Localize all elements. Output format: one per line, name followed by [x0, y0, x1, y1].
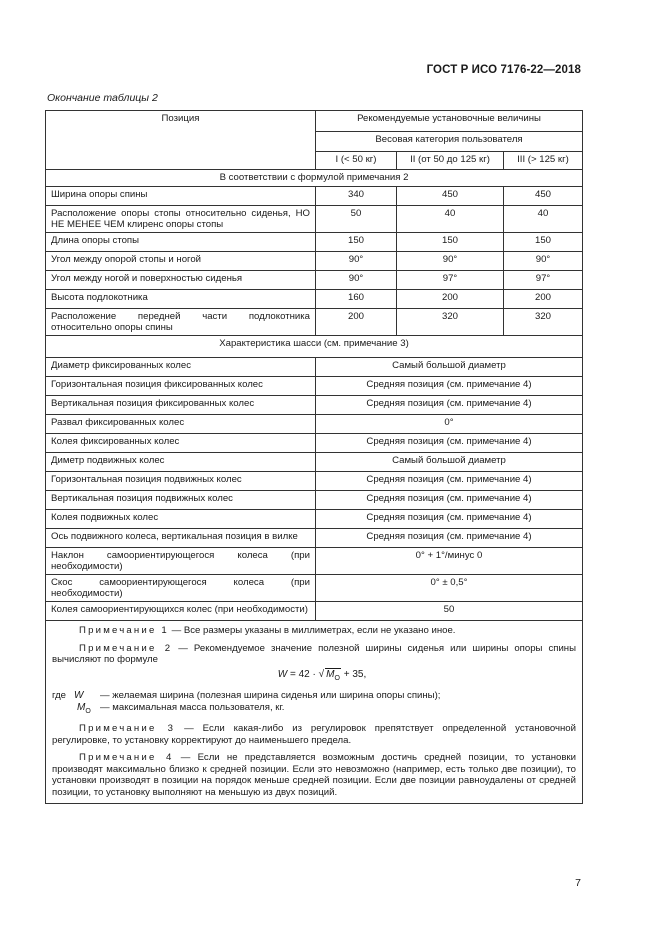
- row-value-v1: 160: [316, 290, 397, 309]
- row-value: Самый большой диаметр: [316, 453, 583, 472]
- row-label: Вертикальная позиция подвижных колес: [46, 491, 316, 510]
- formula-sub: O: [334, 674, 340, 682]
- row-value-v2: 150: [397, 233, 504, 252]
- row-value-v1: 340: [316, 187, 397, 206]
- row-label: Расположение передней части подлокотника относительно опоры спины: [46, 309, 316, 336]
- row-value: Средняя позиция (см. примечание 4): [316, 510, 583, 529]
- section-title-row: [46, 336, 583, 358]
- row-value: 50: [316, 602, 583, 621]
- row-value-v1: 90°: [316, 252, 397, 271]
- row-value: Средняя позиция (см. примечание 4): [316, 377, 583, 396]
- table-row: [46, 358, 583, 377]
- row-value: Средняя позиция (см. примечание 4): [316, 434, 583, 453]
- settings-table: [45, 110, 583, 804]
- row-value-v3: 150: [504, 233, 583, 252]
- note-3: [52, 723, 576, 746]
- row-value-v3: 90°: [504, 252, 583, 271]
- table-row: [46, 529, 583, 548]
- row-value-v1: 50: [316, 206, 397, 233]
- table-row: [46, 187, 583, 206]
- row-label: Наклон самоориентирующегося колеса (при необходимости): [46, 548, 316, 575]
- table-row: [46, 233, 583, 252]
- where-m: [52, 702, 576, 718]
- note-3-label: Примечание 3: [79, 723, 176, 735]
- table-row: [46, 309, 583, 336]
- where-m-sub: O: [85, 707, 91, 715]
- note-2-text: — Рекомендуемое значение полезной ширины сиденья или ширины опоры спины вычисляют по формуле: [52, 642, 576, 665]
- row-label: Колея самоориентирующихся колес (при необходимости): [46, 602, 316, 621]
- note-2: [52, 643, 576, 666]
- table-row: [46, 377, 583, 396]
- row-value-v2: 97°: [397, 271, 504, 290]
- row-value-v3: 40: [504, 206, 583, 233]
- row-value-v2: 200: [397, 290, 504, 309]
- row-label: Скос самоориентирующегося колеса (при необходимости): [46, 575, 316, 602]
- row-label: Вертикальная позиция фиксированных колес: [46, 396, 316, 415]
- header-row: [46, 111, 583, 132]
- table-caption: Окончание таблицы 2: [47, 92, 158, 104]
- row-label: Ось подвижного колеса, вертикальная позиция в вилке: [46, 529, 316, 548]
- formula-radicand: [325, 668, 341, 684]
- row-label: Длина опоры стопы: [46, 233, 316, 252]
- document-code: ГОСТ Р ИСО 7176-22—2018: [426, 64, 581, 76]
- table-row: [46, 396, 583, 415]
- table-row: [46, 510, 583, 529]
- where-m-key: [52, 702, 100, 718]
- row-value: Средняя позиция (см. примечание 4): [316, 529, 583, 548]
- formula-var: M: [326, 668, 335, 680]
- row-label: Горизонтальная позиция подвижных колес: [46, 472, 316, 491]
- header-cat2: II (от 50 до 125 кг): [397, 152, 504, 170]
- note-4-label: Примечание 4: [79, 752, 174, 764]
- where-w-key: [52, 690, 100, 702]
- table-row: [46, 548, 583, 575]
- sqrt-sign-icon: √: [318, 668, 325, 680]
- row-value: 0° ± 0,5°: [316, 575, 583, 602]
- row-value-v3: 97°: [504, 271, 583, 290]
- table-row: [46, 575, 583, 602]
- row-label: Диметр подвижных колес: [46, 453, 316, 472]
- header-cat3: III (> 125 кг): [504, 152, 583, 170]
- row-value-v1: 200: [316, 309, 397, 336]
- row-value: Средняя позиция (см. примечание 4): [316, 491, 583, 510]
- where-w-symbol: W: [74, 689, 84, 701]
- row-value-v2: 90°: [397, 252, 504, 271]
- note-1: [52, 625, 576, 637]
- note-4-text: — Если не представляется возможным достичь средней позиции, то установки производят максимально близко к средней позиции. Если это невозможно (например, есть только две позиции), то установки производят в позиции на порядок меньше средней позиции. Если две позиции равноудалены от средней позиции, то установку выполняют на меньшую из двух позиций.: [52, 752, 576, 798]
- row-value-v2: 450: [397, 187, 504, 206]
- notes-row: [46, 621, 583, 804]
- header-recommended: Рекомендуемые установочные величины: [316, 111, 583, 132]
- note-4: [52, 752, 576, 798]
- row-value-v2: 320: [397, 309, 504, 336]
- table-row: [46, 434, 583, 453]
- where-w-text: — желаемая ширина (полезная ширина сиденья или ширина опоры спины);: [100, 689, 441, 701]
- page-number: 7: [575, 877, 581, 889]
- row-value: Средняя позиция (см. примечание 4): [316, 396, 583, 415]
- row-label: Колея подвижных колес: [46, 510, 316, 529]
- row-value-v3: 200: [504, 290, 583, 309]
- row-value-v1: 150: [316, 233, 397, 252]
- section-title-row: [46, 170, 583, 187]
- table-row: [46, 453, 583, 472]
- table-row: [46, 602, 583, 621]
- row-label: Высота подлокотника: [46, 290, 316, 309]
- row-value-v2: 40: [397, 206, 504, 233]
- row-value-v3: 320: [504, 309, 583, 336]
- row-label: Развал фиксированных колес: [46, 415, 316, 434]
- section2-title: Характеристика шасси (см. примечание 3): [46, 336, 583, 358]
- row-label: Колея фиксированных колес: [46, 434, 316, 453]
- row-label: Ширина опоры спины: [46, 187, 316, 206]
- table-row: [46, 491, 583, 510]
- row-value-v1: 90°: [316, 271, 397, 290]
- row-value: 0° + 1°/минус 0: [316, 548, 583, 575]
- formula-tail: + 35,: [340, 668, 367, 680]
- row-label: Расположение опоры стопы относительно сиденья, НО НЕ МЕНЕЕ ЧЕМ клиренс опоры стопы: [46, 206, 316, 233]
- row-label: Угол между опорой стопы и ногой: [46, 252, 316, 271]
- table-row: [46, 271, 583, 290]
- where-m-text: — максимальная масса пользователя, кг.: [100, 701, 285, 713]
- row-value: Средняя позиция (см. примечание 4): [316, 472, 583, 491]
- width-formula: [60, 668, 584, 684]
- notes-cell: [46, 621, 583, 804]
- where-m-symbol: M: [77, 701, 86, 713]
- row-label: Угол между ногой и поверхностью сиденья: [46, 271, 316, 290]
- table-row: [46, 206, 583, 233]
- table-row: [46, 290, 583, 309]
- table-row: [46, 415, 583, 434]
- header-position: Позиция: [46, 111, 316, 170]
- note-1-label: Примечание 1: [79, 625, 169, 636]
- formula-lhs: W: [277, 668, 288, 680]
- header-cat1: I (< 50 кг): [316, 152, 397, 170]
- table-row: [46, 472, 583, 491]
- row-value: Самый большой диаметр: [316, 358, 583, 377]
- note-1-text: — Все размеры указаны в миллиметрах, если не указано иное.: [168, 625, 456, 636]
- row-label: Горизонтальная позиция фиксированных колес: [46, 377, 316, 396]
- note-2-label: Примечание 2: [79, 642, 173, 654]
- row-label: Диаметр фиксированных колес: [46, 358, 316, 377]
- section1-title: В соответствии с формулой примечания 2: [46, 170, 583, 187]
- where-w: [52, 690, 576, 702]
- note-3-text: — Если какая-либо из регулировок препятствует определенной установочной регулировке, то установку корректируют до наименьшего предела.: [52, 723, 577, 746]
- formula-mid: = 42 ·: [287, 668, 319, 680]
- header-weight-category: Весовая категория пользователя: [316, 132, 583, 152]
- where-label: где: [52, 689, 67, 701]
- row-value-v3: 450: [504, 187, 583, 206]
- row-value: 0°: [316, 415, 583, 434]
- table-row: [46, 252, 583, 271]
